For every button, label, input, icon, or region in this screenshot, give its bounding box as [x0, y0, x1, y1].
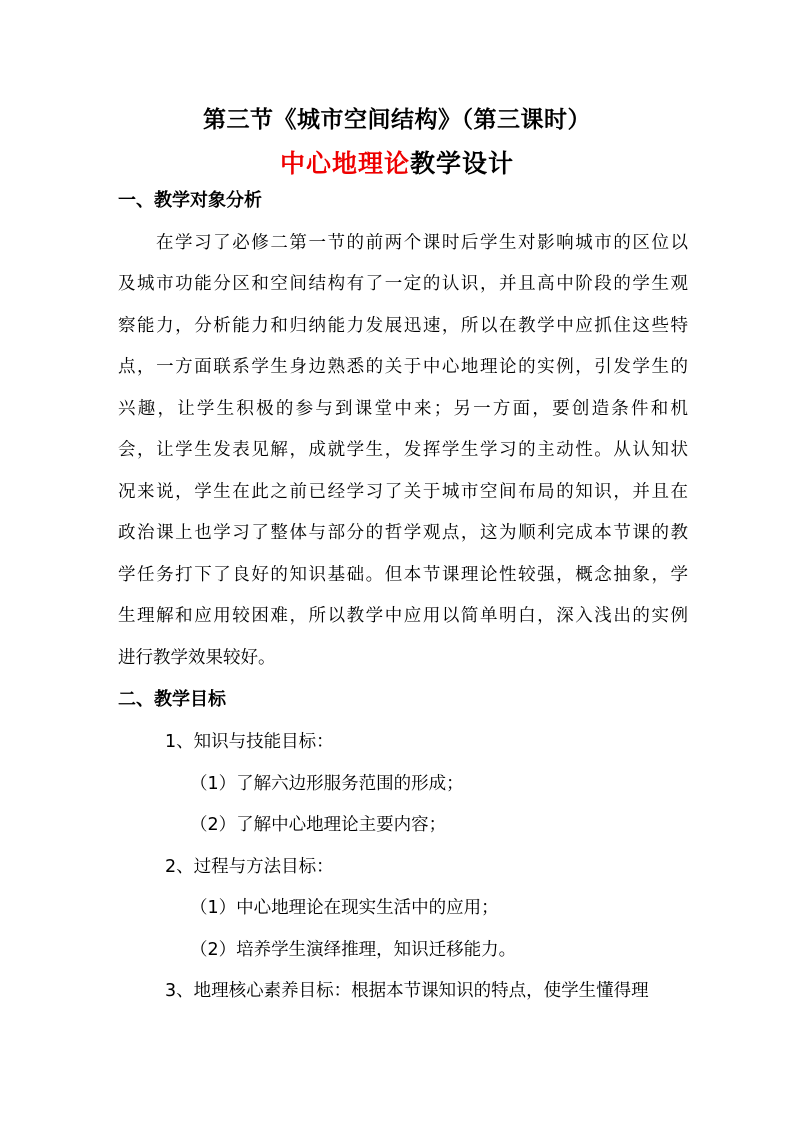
- subtitle-rest: 教学设计: [410, 149, 515, 178]
- paragraph-line: 学任务打下了良好的知识基础。但本节课理论性较强，概念抽象，学: [118, 565, 688, 585]
- paragraph-line: 点，一方面联系学生身边熟悉的关于中心地理论的实例，引发学生的: [118, 357, 688, 377]
- paragraph-line: 政治课上也学习了整体与部分的哲学观点，这为顺利完成本节课的教: [118, 523, 688, 543]
- goal-item: 2、过程与方法目标：: [165, 857, 334, 877]
- goal-subitem: （2）培养学生演绎推理，知识迁移能力。: [190, 940, 517, 960]
- section-heading-teaching-goals: 二、教学目标: [118, 689, 226, 710]
- paragraph-line: 察能力，分析能力和归纳能力发展迅速，所以在教学中应抓住这些特: [118, 316, 688, 336]
- section-heading-student-analysis: 一、教学对象分析: [118, 190, 262, 211]
- paragraph-line: 生理解和应用较困难，所以教学中应用以简单明白，深入浅出的实例: [118, 606, 688, 626]
- goal-subitem: （2）了解中心地理论主要内容；: [190, 815, 447, 835]
- goal-item: 3、地理核心素养目标：根据本节课知识的特点，使学生懂得理: [165, 981, 649, 1001]
- paragraph-line: 进行教学效果较好。: [118, 648, 276, 668]
- paragraph-line: 及城市功能分区和空间结构有了一定的认识，并且高中阶段的学生观: [118, 274, 688, 294]
- subtitle-highlight: 中心地理论: [279, 149, 410, 178]
- goal-item: 1、知识与技能目标：: [165, 732, 334, 752]
- paragraph-line: 在学习了必修二第一节的前两个课时后学生对影响城市的区位以: [156, 233, 688, 253]
- document-subtitle: [0, 144, 794, 184]
- document-title: 第三节《城市空间结构》（第三课时）: [203, 107, 591, 133]
- paragraph-line: 会，让学生发表见解，成就学生，发挥学生学习的主动性。从认知状: [118, 440, 688, 460]
- paragraph-line: 况来说，学生在此之前已经学习了关于城市空间布局的知识，并且在: [118, 482, 688, 502]
- paragraph-line: 兴趣，让学生积极的参与到课堂中来；另一方面，要创造条件和机: [118, 399, 688, 419]
- goal-subitem: （1）中心地理论在现实生活中的应用；: [190, 898, 499, 918]
- goal-subitem: （1）了解六边形服务范围的形成；: [190, 774, 464, 794]
